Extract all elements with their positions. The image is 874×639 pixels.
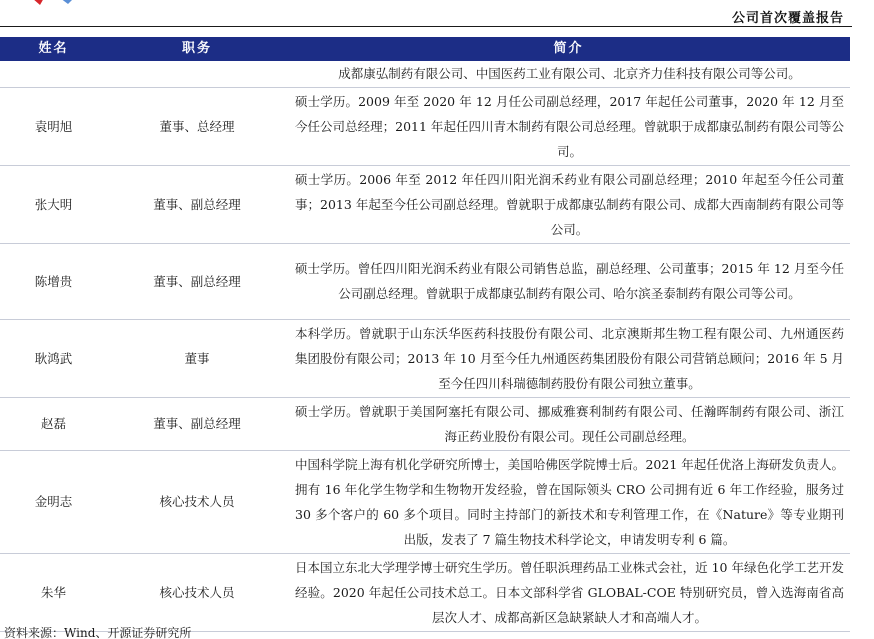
person-bio: 本科学历。曾就职于山东沃华医药科技股份有限公司、北京澳斯邦生物工程有限公司、九州通医药集团股份有限公司；2013 年 10 月至今任九州通医药集团股份有限公司营销总顾问；2016 年 5 月至今任四川科瑞德制药股份有限公司独立董事。 [287,319,850,397]
table-row-continuation [0,61,850,87]
table-row [0,553,850,631]
person-bio: 硕士学历。2009 年至 2020 年 12 月任公司副总经理，2017 年起任公司董事，2020 年 12 月至今任公司总经理；2011 年起任四川青木制药有限公司总经理。曾就职于成都康弘制药有限公司等公司。 [287,87,850,165]
source-note: 资料来源：Wind、开源证券研究所 [4,626,192,639]
person-role: 核心技术人员 [107,450,287,553]
person-bio: 硕士学历。2006 年至 2012 年任四川阳光润禾药业有限公司副总经理；2010 年起至今任公司董事；2013 年起至今任公司副总经理。曾就职于成都康弘制药有限公司、成都大西南制药有限公司等公司。 [287,165,850,243]
person-role: 董事、副总经理 [107,165,287,243]
person-name: 朱华 [0,553,107,631]
continuation-bio: 成都康弘制药有限公司、中国医药工业有限公司、北京齐力佳科技有限公司等公司。 [287,61,850,87]
person-name: 袁明旭 [0,87,107,165]
person-role: 核心技术人员 [107,553,287,631]
person-role: 董事、副总经理 [107,243,287,319]
person-bio: 日本国立东北大学理学博士研究生学历。曾任职浜理药品工业株式会社，近 10 年绿色化学工艺开发经验。2020 年起任公司技术总工。日本文部科学省 GLOBAL-COE 特别研究员，曾入选海南省高层次人才、成都高新区急缺紧缺人才和高端人才。 [287,553,850,631]
table-row [0,450,850,553]
person-name: 耿鸿武 [0,319,107,397]
person-name: 金明志 [0,450,107,553]
table-header [0,37,850,61]
table-row [0,243,850,319]
person-bio: 中国科学院上海有机化学研究所博士，美国哈佛医学院博士后。2021 年起任优洛上海研发负责人。拥有 16 年化学生物学和生物物开发经验，曾在国际领头 CRO 公司拥有近 6 年工作经验，服务过 30 多个客户的 60 多个项目。同时主持部门的新技术和专利管理工作，在《Nature》等专业期刊出版，发表了 7 篇生物技术科学论文，申请发明专利 6 篇。 [287,450,850,553]
table-row [0,165,850,243]
table-row [0,87,850,165]
table-row [0,319,850,397]
person-role: 董事 [107,319,287,397]
person-role: 董事、副总经理 [107,397,287,450]
person-name: 陈增贵 [0,243,107,319]
column-header-name: 姓名 [0,37,107,61]
table-row [0,397,850,450]
person-bio: 硕士学历。曾任四川阳光润禾药业有限公司销售总监，副总经理、公司董事；2015 年 12 月至今任公司副总经理。曾就职于成都康弘制药有限公司、哈尔滨圣泰制药有限公司等公司。 [287,243,850,319]
report-type-label: 公司首次覆盖报告 [731,11,844,26]
person-bio: 硕士学历。曾就职于美国阿塞托有限公司、挪威雅赛利制药有限公司、任瀚晖制药有限公司、浙江海正药业股份有限公司。现任公司副总经理。 [287,397,850,450]
person-name: 张大明 [0,165,107,243]
brand-logo-icon [30,0,76,6]
header-divider [0,26,852,27]
column-header-role: 职务 [107,37,287,61]
person-role: 董事、总经理 [107,87,287,165]
person-name: 赵磊 [0,397,107,450]
management-table [0,37,850,632]
column-header-bio: 简介 [287,37,850,61]
